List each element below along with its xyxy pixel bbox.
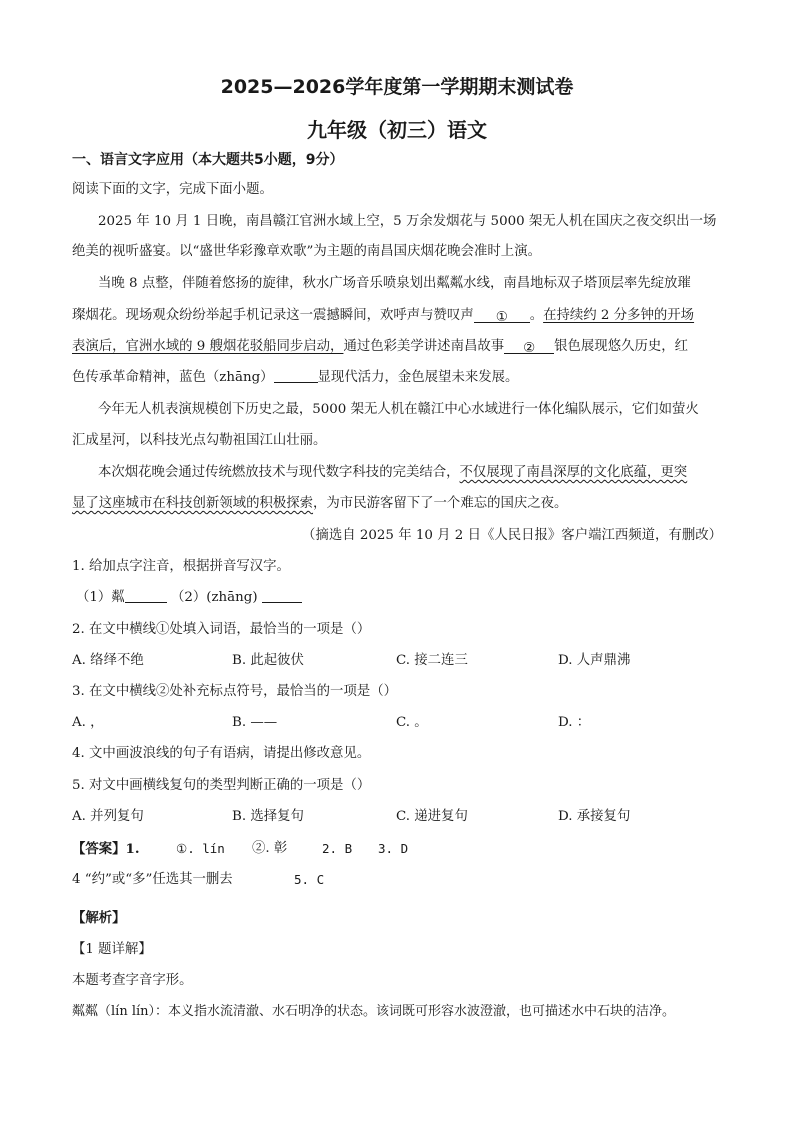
q5-option-b: B. 选择复句 xyxy=(232,809,304,824)
q1-sub-1: （1）粼 xyxy=(76,590,125,605)
passage-text: 通过色彩美学讲述南昌故事 xyxy=(343,339,505,354)
passage-p1-line2: 绝美的视听盛宴。以“盛世华彩豫章欢歌”为主题的南昌国庆烟花晚会准时上演。 xyxy=(72,244,541,259)
section-heading: 一、语言文字应用（本大题共5小题，9分） xyxy=(72,152,344,168)
question-5: 5. 对文中画横线复句的类型判断正确的一项是（） xyxy=(72,778,371,793)
question-2: 2. 在文中横线①处填入词语，最恰当的一项是（） xyxy=(72,622,371,637)
passage-text: 显现代活力，金色展望未来发展。 xyxy=(317,370,519,385)
answer-1-1: ①. lín xyxy=(176,841,225,856)
exam-subtitle: 九年级（初三）语文 xyxy=(307,118,487,142)
question-1-subitems xyxy=(76,588,722,608)
q3-option-c: C. 。 xyxy=(396,715,428,730)
passage-text: 本次烟花晚会通过传统燃放技术与现代数字科技的完美结合， xyxy=(98,465,460,480)
answer-4: 4 “约”或“多”任选其一删去 xyxy=(72,872,233,887)
passage-p4-line2 xyxy=(72,494,722,514)
passage-p2-line2: 璨烟花。现场观众纷纷举起手机记录这一震撼瞬间，欢呼声与赞叹声 ① 。在持续约 2 分多钟的开场 xyxy=(72,308,695,325)
passage-p2-line1: 当晚 8 点整，伴随着悠扬的旋律，秋水广场音乐喷泉划出粼粼水线，南昌地标双子塔顶层率先绽放璀 xyxy=(98,276,691,291)
exam-title: 2025—2026学年度第一学期期末测试卷 xyxy=(220,76,574,98)
passage-p3-line2: 汇成星河，以科技光点勾勒祖国江山壮丽。 xyxy=(72,433,327,448)
underlined-sentence: 在持续约 2 分多钟的开场 xyxy=(543,308,695,323)
passage-p4-line1 xyxy=(98,463,722,483)
passage-text: 银色展现悠久历史，红 xyxy=(554,339,689,354)
answer-1-2: ②. 彰 xyxy=(252,841,288,856)
passage-p2-line3 xyxy=(72,337,722,357)
detail-1-text: 本题考查字音字形。 xyxy=(72,973,193,988)
blank-2: ② xyxy=(504,339,554,354)
detail-heading-1: 【1 题详解】 xyxy=(72,942,152,957)
underlined-sentence-cont: 表演后，官洲水域的 9 艘烟花驳船同步启动， xyxy=(72,339,344,354)
q1-blank-2 xyxy=(262,588,302,603)
q3-option-a: A. ， xyxy=(72,715,104,730)
q3-option-d: D. ： xyxy=(558,715,591,730)
wavy-sentence-cont: 显了这座城市在科技创新领域的积极探索 xyxy=(72,496,314,511)
reading-instruction: 阅读下面的文字，完成下面小题。 xyxy=(72,182,273,197)
q5-option-a: A. 并列复句 xyxy=(72,809,144,824)
answer-5: 5. C xyxy=(294,872,325,887)
blank-zhang xyxy=(274,368,318,383)
q1-sub-2: （2）(zhāng) xyxy=(170,590,258,605)
wavy-sentence: 不仅展现了南昌深厚的文化底蕴，更突 xyxy=(459,465,688,480)
q2-option-d: D. 人声鼎沸 xyxy=(558,653,631,668)
answer-2: 2. B xyxy=(322,841,353,856)
q2-option-a: A. 络绎不绝 xyxy=(72,653,144,668)
passage-text: 色传承革命精神，蓝色（zhāng） xyxy=(72,370,274,385)
q2-option-b: B. 此起彼伏 xyxy=(232,653,304,668)
question-1: 1. 给加点字注音，根据拼音写汉字。 xyxy=(72,559,290,574)
q2-option-c: C. 接二连三 xyxy=(396,653,468,668)
passage-p2-line4 xyxy=(72,368,722,388)
source-citation: （摘选自 2025 年 10 月 2 日《人民日报》客户端江西频道，有删改） xyxy=(302,528,722,543)
q1-blank-1 xyxy=(125,588,167,603)
q5-option-c: C. 递进复句 xyxy=(396,809,468,824)
q3-option-b: B. —— xyxy=(232,715,278,730)
answer-3: 3. D xyxy=(378,841,409,856)
answer-label: 【答案】1. xyxy=(72,841,140,857)
blank-1: ① xyxy=(474,308,530,323)
passage-text: 璨烟花。现场观众纷纷举起手机记录这一震撼瞬间，欢呼声与赞叹声 xyxy=(72,308,474,323)
passage-text: ，为市民游客留下了一个难忘的国庆之夜。 xyxy=(313,496,568,511)
q5-option-d: D. 承接复句 xyxy=(558,809,631,824)
question-3: 3. 在文中横线②处补充标点符号，最恰当的一项是（） xyxy=(72,684,398,699)
passage-p3-line1: 今年无人机表演规模创下历史之最，5000 架无人机在赣江中心水域进行一体化编队展示，它们如萤火 xyxy=(98,402,699,417)
analysis-heading: 【解析】 xyxy=(72,910,126,926)
passage-p1-line1: 2025 年 10 月 1 日晚，南昌赣江官洲水域上空，5 万余发烟花与 5000 架无人机在国庆之夜交织出一场 xyxy=(98,214,717,229)
question-4: 4. 文中画波浪线的句子有语病，请提出修改意见。 xyxy=(72,746,371,761)
detail-1-explanation: 粼粼（lín lín）：本义指水流清澈、水石明净的状态。该词既可形容水波澄澈，也可描述水中石块的洁净。 xyxy=(72,1004,676,1019)
